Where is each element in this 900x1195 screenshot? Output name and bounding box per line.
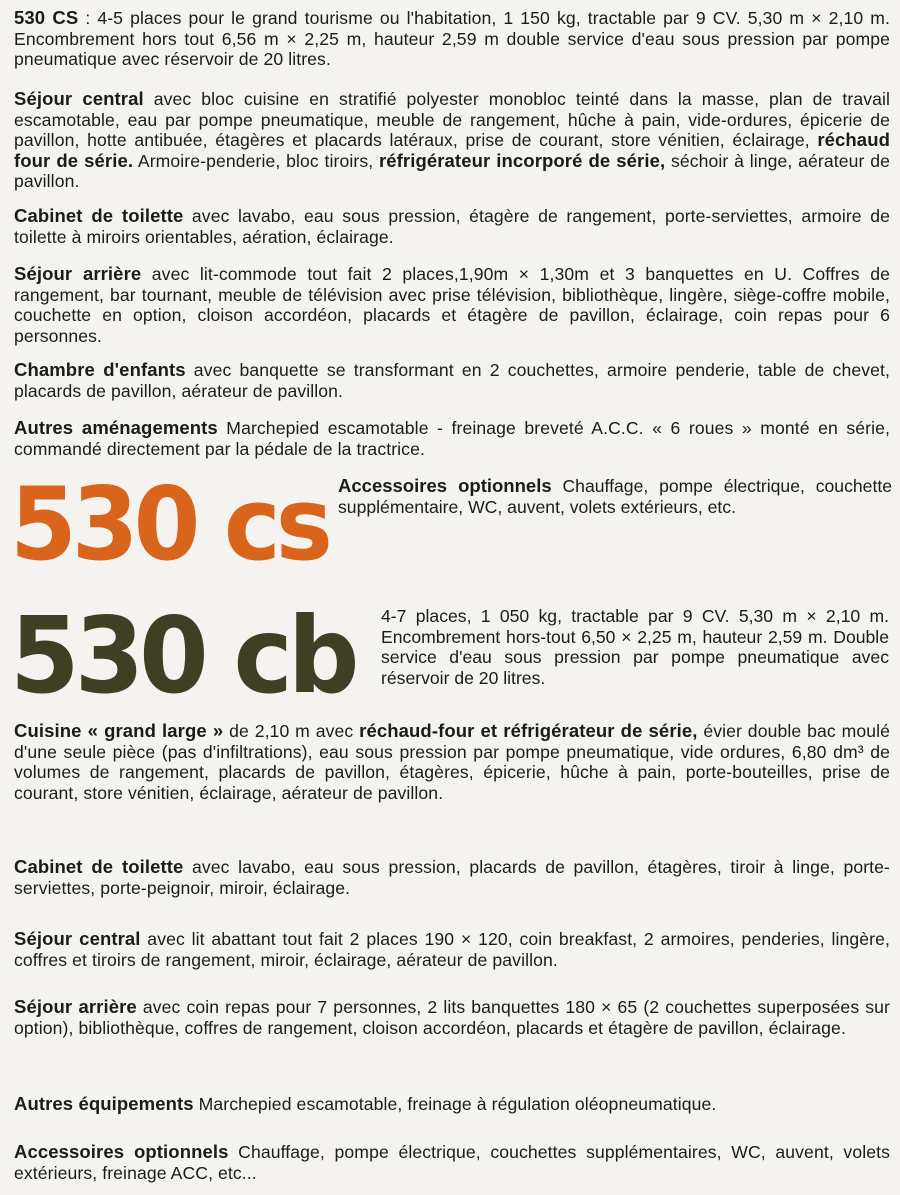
section-text: avec lit-commode tout fait 2 places,1,90m × 1,30m et 3 banquettes en U. Coffres de rangement, bar tournant, meuble de télévision avec prise télévision, bibliothèque, lingère, siège-coffre mobile, couchette en option, cloison accordéon, placards et étagère de pavillon, éclairage, coin repas pour 6 personnes. [14, 264, 890, 346]
section-title: Séjour arrière [14, 263, 142, 284]
section-text: Chauffage, pompe électrique, couchettes supplémentaires, WC, auvent, volets extérieurs, freinage ACC, etc... [14, 1142, 890, 1183]
section-text: avec bloc cuisine en stratifié polyester monobloc teinté dans la masse, plan de travail escamotable, eau par pompe pneumatique, meuble de rangement, hûche à pain, vide-ordures, épicerie de pavillon, hotte antibuée, étagères et placards latéraux, prise de courant, store vénitien, éclairage, [14, 89, 890, 150]
intro-text: : 4-5 places pour le grand tourisme ou l'habitation, 1 150 kg, tractable par 9 CV. 5,30 m × 2,10 m. Encombrement hors tout 6,56 m × 2,25 m, hauteur 2,59 m double service d'eau sous pression par pompe pneumatique avec réservoir de 20 litres. [14, 8, 890, 69]
section-highlight: réfrigérateur incorporé de série, [378, 149, 666, 171]
section-highlight: réchaud-four et réfrigérateur de série, [359, 720, 698, 741]
cs-sejour-arriere [14, 264, 890, 346]
cb-accessoires-optionnels [14, 1142, 890, 1183]
section-title: Chambre d'enfants [14, 359, 186, 380]
section-text: avec lit abattant tout fait 2 places 190 × 120, coin breakfast, 2 armoires, penderies, lingère, coffres et tiroirs de rangement, miroir, éclairage, aérateur de pavillon. [14, 929, 890, 970]
section-text: avec coin repas pour 7 personnes, 2 lits banquettes 180 × 65 (2 couchettes superposées sur option), bibliothèque, coffres de rangement, cloison accordéon, placards et étagère de pavillon, éclairage. [14, 997, 890, 1038]
cb-intro: 4-7 places, 1 050 kg, tractable par 9 CV. 5,30 m × 2,10 m. Encombrement hors-tout 6,50 × 2,25 m, hauteur 2,59 m. Double service d'eau sous pression par pompe pneumatique avec réservoir de 20 litres. [381, 606, 889, 688]
section-title: Autres équipements [14, 1093, 194, 1114]
section-title: Séjour central [14, 88, 144, 109]
cs-chambre-enfants [14, 360, 890, 401]
cb-autres-equipements [14, 1094, 890, 1115]
section-title: Accessoires optionnels [338, 475, 552, 496]
section-title: Séjour central [14, 928, 141, 949]
section-text: de 2,10 m avec [223, 721, 360, 741]
section-title: Cabinet de toilette [14, 205, 184, 226]
model-title: 530 CS [14, 7, 79, 28]
cs-sejour-central [14, 89, 890, 192]
section-title: Cuisine « grand large » [14, 720, 224, 741]
section-title: Cabinet de toilette [14, 856, 184, 877]
section-title: Séjour arrière [14, 996, 137, 1017]
section-title: Accessoires optionnels [14, 1141, 229, 1162]
section-text: évier double bac moulé d'une seule pièce (pas d'infiltrations), eau sous pression par pompe pneumatique, vide ordures, 6,80 dm³ de volumes de rangement, placards de pavillon, étagères, épicerie, hûche à pain, porte-bouteilles, prise de courant, store vénitien, éclairage, aérateur de pavillon. [14, 721, 890, 803]
section-highlight: réchaud four de série. [14, 129, 890, 171]
intro-530cs [14, 8, 890, 70]
cb-cuisine [14, 721, 890, 803]
section-text: Marchepied escamotable, freinage à régulation oléopneumatique. [193, 1094, 717, 1114]
section-text: avec lavabo, eau sous pression, étagère de rangement, porte-serviettes, armoire de toilette à miroirs orientables, aération, éclairage. [14, 206, 890, 247]
section-text: avec lavabo, eau sous pression, placards de pavillon, étagères, tiroir à linge, porte-serviettes, porte-peignoir, miroir, éclairage. [14, 857, 891, 898]
cb-sejour-arriere [14, 997, 890, 1038]
cb-cabinet-toilette [14, 857, 890, 898]
cs-cabinet-toilette [14, 206, 890, 247]
section-title: Autres aménagements [14, 417, 218, 438]
section-text: Chauffage, pompe électrique, couchette supplémentaire, WC, auvent, volets extérieurs, etc. [338, 476, 893, 517]
cb-sejour-central [14, 929, 890, 970]
logo-530cs: 530 cs [10, 465, 328, 584]
section-text: avec banquette se transformant en 2 couchettes, armoire penderie, table de chevet, placards de pavillon, aérateur de pavillon. [14, 360, 890, 401]
section-text: Armoire-penderie, bloc tiroirs, [133, 150, 379, 171]
cs-accessoires-optionnels [338, 476, 892, 517]
section-text: Marchepied escamotable - freinage breveté A.C.C. « 6 roues » monté en série, commandé directement par la pédale de la tractrice. [14, 418, 890, 459]
cs-autres-amenagements [14, 418, 890, 459]
logo-530cb: 530 cb [10, 594, 355, 718]
section-text: séchoir à linge, aérateur de pavillon. [14, 150, 890, 191]
